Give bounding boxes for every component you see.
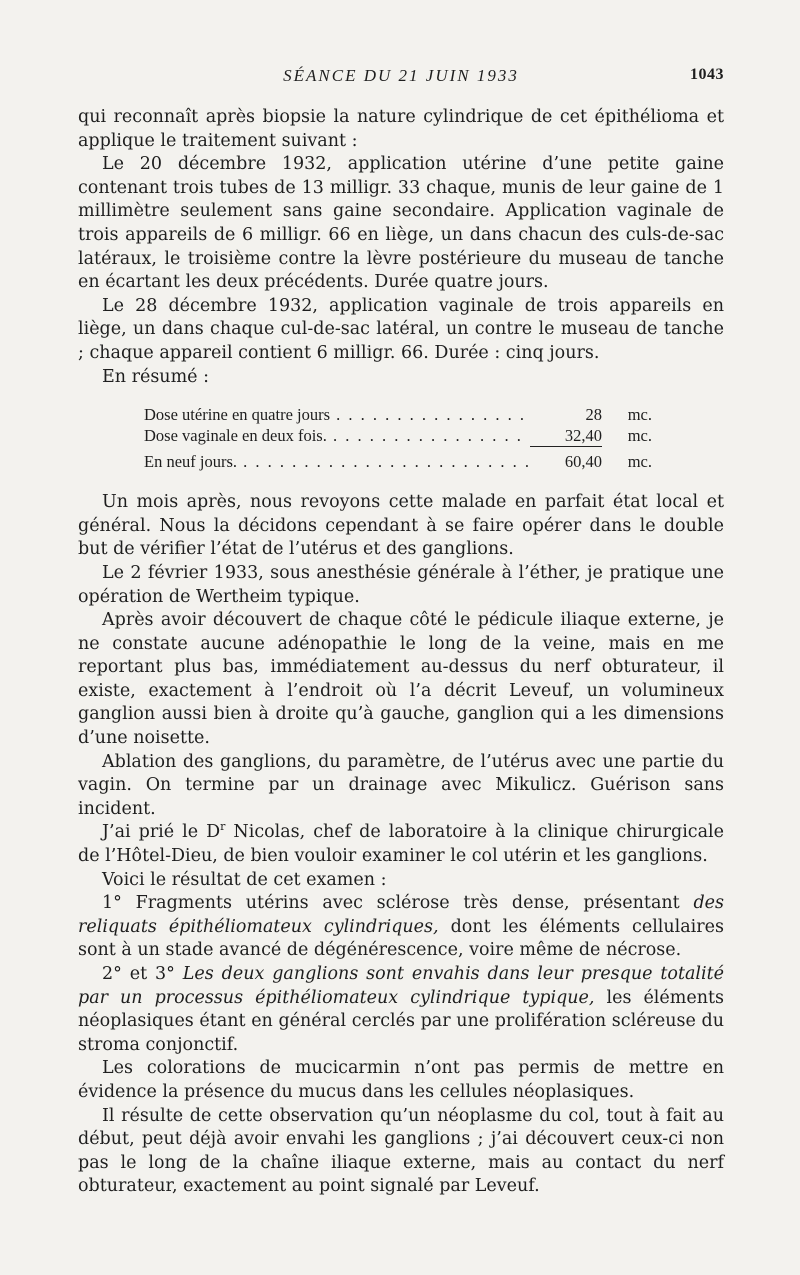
summary-unit: mc. bbox=[627, 426, 652, 446]
paragraph: Le 20 décembre 1932, application utérine d’une petite gaine contenant trois tubes de 13 milligr. 33 chaque, munis de leur gaine de 1 millimètre seulement sans gaine secondaire. Application vaginale de trois appareils de 6 milligr. 66 en liège, un dans chacun des culs-de-sac latéraux, le troisième contre la lèvre postérieure du museau de tanche en écartant les deux précédents. Durée quatre jours. bbox=[78, 154, 724, 293]
paragraph-text: les éléments néoplasiques étant en général cerclés par une prolifération scléreuse du stroma conjonctif. bbox=[78, 987, 724, 1055]
superscript: r bbox=[220, 820, 226, 834]
paragraph bbox=[78, 892, 724, 963]
summary-row bbox=[144, 404, 652, 425]
paragraph bbox=[78, 821, 724, 868]
paragraph: Le 2 février 1933, sous anesthésie générale à l’éther, je pratique une opération de Wertheim typique. bbox=[78, 562, 724, 607]
page-number: 1043 bbox=[690, 66, 724, 83]
paragraph: Un mois après, nous revoyons cette malade en parfait état local et général. Nous la décidons cependant à se faire opérer dans le double but de vérifier l’état de l’utérus et des ganglions. bbox=[78, 492, 724, 560]
paragraph-text: 2° et 3° bbox=[102, 964, 183, 984]
paragraph: Voici le résultat de cet examen : bbox=[102, 869, 387, 890]
summary-unit: mc. bbox=[627, 405, 652, 425]
paragraph: Il résulte de cette observation qu’un néoplasme du col, tout à fait au début, peut déjà avoir envahi les ganglions ; j’ai découvert ceux-ci non pas le long de la chaîne iliaque externe, mais au contact du nerf obturateur, exactement au point signalé par Leveuf. bbox=[78, 1105, 724, 1197]
paragraph-text: dont les éléments cellulaires sont à un stade avancé de dégénérescence, voire même de nécrose. bbox=[78, 916, 724, 961]
paragraph: Le 28 décembre 1932, application vaginale de trois appareils en liège, un dans chaque cul-de-sac latéral, un contre le museau de tanche ; chaque appareil contient 6 milligr. 66. Durée : cinq jours. bbox=[78, 295, 724, 363]
summary-row bbox=[144, 425, 652, 446]
paragraph: qui reconnaît après biopsie la nature cylindrique de cet épithélioma et applique le traitement suivant : bbox=[78, 107, 724, 151]
summary-total-value: 60,40 bbox=[564, 452, 602, 472]
paragraph bbox=[78, 963, 724, 1057]
italic-text: des reliquats épithéliomateux cylindriques, bbox=[78, 893, 724, 937]
summary-label: Dose utérine en quatre jours . . . bbox=[144, 404, 530, 425]
paragraph: Les colorations de mucicarmin n’ont pas permis de mettre en évidence la présence du mucus dans les cellules néoplasiques. bbox=[78, 1058, 724, 1102]
summary-total-row bbox=[144, 451, 652, 472]
paragraph-text: 1° Fragments utérins avec sclérose très dense, présentant bbox=[102, 893, 694, 914]
summary-value: 32,40 bbox=[530, 425, 602, 447]
summary-total-unit: mc. bbox=[627, 452, 652, 472]
paragraph: En résumé : bbox=[102, 366, 209, 387]
summary-label: Dose vaginale en deux fois. . . . bbox=[144, 425, 530, 446]
paragraph-text: Nicolas, chef de laboratoire à la clinique chirurgicale de l’Hôtel-Dieu, de bien vouloir examiner le col utérin et les ganglions. bbox=[78, 822, 724, 867]
paragraph: Après avoir découvert de chaque côté le pédicule iliaque externe, je ne constate aucune adénopathie le long de la veine, mais en me reportant plus bas, immédiatement au-dessus du nerf obturateur, il existe, exactement à l’endroit où l’a décrit Leveuf, un volumineux ganglion aussi bien à droite qu’à gauche, ganglion qui a les dimensions d’une noisette. bbox=[78, 610, 724, 749]
summary-total-label: En neuf jours. . . . bbox=[144, 451, 530, 472]
paragraph: Ablation des ganglions, du paramètre, de l’utérus avec une partie du vagin. On termine par un drainage avec Mikulicz. Guérison sans incident. bbox=[78, 751, 724, 819]
italic-text: Les deux ganglions sont envahis dans leur presque totalité par un processus épithéliomateux cylindrique typique, bbox=[78, 964, 724, 1008]
dose-summary-table bbox=[144, 404, 652, 472]
running-header bbox=[78, 66, 724, 88]
paragraph-text: J’ai prié le D bbox=[102, 822, 221, 843]
summary-value: 28 bbox=[585, 405, 602, 425]
body-text bbox=[78, 106, 724, 1199]
header-title: SÉANCE DU 21 JUIN 1933 bbox=[283, 66, 519, 85]
